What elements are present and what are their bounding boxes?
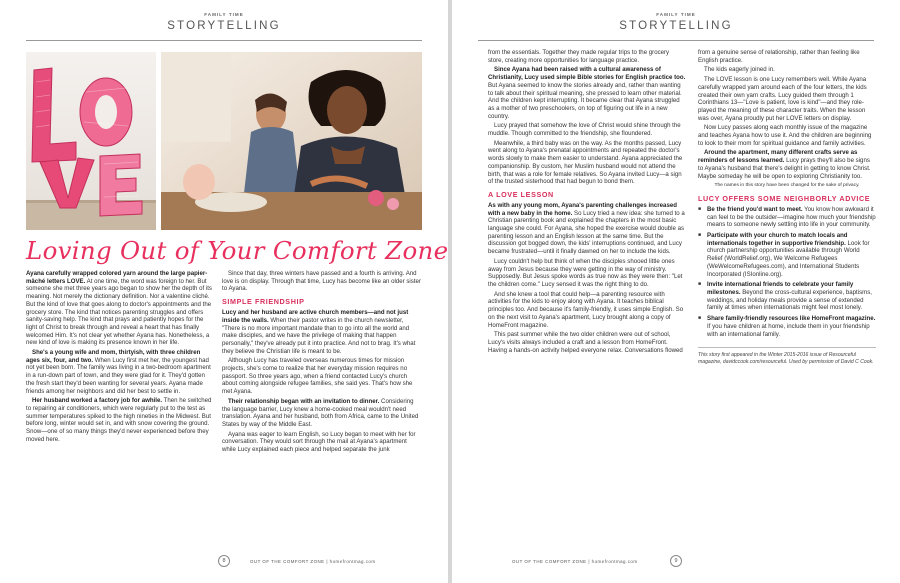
paragraph-text: At one time, the word was foreign to her. But someone she met three years ago began to show her the depth of its meaning. Not merely the dictionary definition. Nor a valentine cliché. But the kind of love that goes along to doctor's appointments and the grocery store. The kind that notices parenting struggles and offers sanity-saving help. The kind that prays and patiently hopes for the light of Christ to break through and reveal a heart that has finally welcomed Him. It's not clear yet whether Ayana has. Nonetheless, a new kind of love is making its presence known in her life. (26, 277, 212, 347)
paragraph-lead: Ayana carefully wrapped colored yarn around the large papier-mâché letters LOVE. (26, 270, 208, 285)
publication-credit: This story first appeared in the Winter 2015-2016 issue of Resourceful magazine, davidccook.com/resourceful. Used by permission of David C Cook. (698, 352, 874, 365)
page-number: 8 (218, 555, 230, 567)
paragraph-text: from a genuine sense of relationship, rather than feeling like English practice. (698, 49, 860, 64)
subhead-simple-friendship: SIMPLE FRIENDSHIP (222, 297, 305, 307)
paragraph (698, 149, 876, 180)
advice-lead: Participate with your church to match locals and internationals together in supportive friendship. (707, 232, 848, 247)
paragraph-text: Now Lucy passes along each monthly issue of the magazine and teaches Ayana how to use it. And the children are beginning to look to their mom for spiritual guidance and family activities. (698, 124, 872, 147)
paragraph (26, 349, 212, 395)
paragraph (488, 140, 686, 186)
right-page (452, 0, 900, 583)
paragraph-text: But Ayana seemed to know the stories already and, rather than wanting to talk about their spiritual meaning, she pressed to learn other material. And the children kept interrupting. It became clear that Ayana struggled as a mother of two preschoolers, on top of figuring out life in a new country. (488, 81, 682, 120)
paragraph-text: Lucy couldn't help but think of when the disciples shooed little ones away from Jesus because they were getting in the way of ministry. Supposedly. But Jesus spoke words as true now as they were then: "Let the children come." Lucy sensed it was the right thing to do. (488, 257, 683, 288)
advice-text: Look for church partnership opportunities available through World Relief (WorldRelief.org), We Welcome Refugees (WeWelcomeRefugees.com), and International Students Incorporated (ISIonline.org). (707, 239, 870, 278)
left-column-2 (222, 270, 422, 456)
paragraph-text: When Lucy first met her, the youngest had not yet been born. The family was living in a two-bedroom apartment in a run-down part of town, and they were glad for it. They'd gotten the fresh start they'd been wanting for several years. Ayana made friends among her neighbors and did her best to settle in. (26, 356, 211, 395)
paragraph (222, 357, 422, 396)
paragraph (698, 124, 876, 147)
paragraph (488, 49, 686, 64)
paragraph-lead: Since Ayana had been raised with a cultural awareness of Christianity, Lucy used simple Bible stories for English practice too. (488, 66, 686, 82)
left-page (0, 0, 448, 583)
women-crafting-photo (161, 52, 422, 230)
paragraph (26, 397, 212, 443)
paragraph (488, 291, 686, 330)
privacy-note: The names in this story have been changed for the sake of privacy. (714, 183, 860, 189)
advice-item (698, 206, 876, 229)
paragraph-text: Although Lucy has traveled overseas numerous times for mission projects, she's come to realize that her everyday mission requires no passport. So three years ago, when a friend contacted Lucy's church about coming alongside refugee families, she said yes. That's how she met Ayana. (222, 357, 413, 396)
section-title: STORYTELLING (167, 20, 281, 32)
section-title: STORYTELLING (619, 20, 733, 32)
paragraph-lead: She's a young wife and mom, thirtyish, with three children ages six, four, and two. (26, 349, 201, 364)
advice-item (698, 281, 876, 312)
paragraph-text: So Lucy tried a new idea: she turned to a Christian parenting book and explained the chapters in the most basic language she could. For Ayana, she hoped the exercise would double as parenting lesson and an English lesson at the same time. But the discussion got bogged down, the kids' interruptions continued, and Lucy became frustrated—until it finally dawned on her to include the kids. (488, 209, 685, 256)
paragraph-text: When their pastor writes in the church newsletter, "There is no more important mandate than to go into all the world and make disciples, and we have the privilege of making that happen personally," they've already put it into practice. And not to brag. It's what they believe the Christian life is meant to be. (222, 316, 416, 355)
paragraph (698, 66, 876, 74)
advice-lead: Be the friend you'd want to meet. (707, 205, 803, 213)
paragraph-lead: Her husband worked a factory job for awhile. (32, 397, 163, 405)
advice-lead: Share family-friendly resources like HomeFront magazine. (707, 315, 876, 323)
paragraph-text: And she knew a tool that could help—a parenting resource with activities for the kids to enjoy along with Ayana. It teaches biblical principles too. And because it's family-friendly, it uses simple English. So on the next visit to Ayana's apartment, Lucy brought along a copy of HomeFront magazine. (488, 290, 684, 329)
credit-divider (698, 347, 876, 348)
paragraph-text: Lucy prays they'll also be signs to Ayana's husband that there's delight in getting to know Christ. Maybe someday he will be open to exploring Christianity too. (698, 157, 871, 180)
page-footer: OUT OF THE COMFORT ZONE | homefrontmag.com (512, 559, 638, 564)
paragraph-text: from the essentials. Together they made regular trips to the grocery store, creating more opportunities for language practice. (488, 49, 670, 64)
subhead-a-love-lesson: A LOVE LESSON (488, 189, 554, 199)
header-rule (26, 40, 422, 41)
page-number: 9 (670, 555, 682, 567)
paragraph (222, 398, 422, 429)
paragraph (488, 202, 686, 256)
advice-item (698, 315, 876, 338)
paragraph (698, 49, 876, 64)
advice-text: Beyond the cross-cultural experience, baptisms, weddings, and holiday meals provide a sense of extended family at times when internationals might feel most lonely. (707, 288, 872, 312)
paragraph-text: The LOVE lesson is one Lucy remembers well. While Ayana carefully wrapped yarn around each of the four letters, the kids created their own yarn crafts. Lucy guided them through 1 Corinthians 13—"Love is patient, love is kind"—and they role-played the meaning of these character traits. When the lesson was over, Ayana proudly put her LOVE letters on display. (698, 76, 867, 122)
advice-lead: Invite international friends to celebrate your family milestones. (707, 281, 854, 296)
advice-text: If you have children at home, include them in your friendship with an international family. (707, 322, 870, 338)
paragraph-lead: Their relationship began with an invitation to dinner. (228, 397, 380, 405)
paragraph-text: This past summer while the two older children were out of school, Lucy's visits always included a craft and a lesson from HomeFront. Having a hands-on activity helped everyone relax. Conversations flowed (488, 331, 683, 354)
love-letters-photo (26, 52, 156, 230)
paragraph-lead: Around the apartment, many different crafts serve as reminders of lessons learned. (698, 149, 858, 165)
paragraph-lead: Lucy and her husband are active church members—and not just inside the walls. (222, 309, 409, 324)
advice-text: You know how awkward it can feel to be the outsider—imagine how much your friendship means to someone newly settling into life in your community. (707, 205, 876, 229)
paragraph: Since that day, three winters have passed and a fourth is arriving. And love is on display. Through that time, Lucy has become like an older sister to Ayana. (222, 270, 421, 293)
header-rule (478, 40, 874, 41)
kicker-label: FAMILY TIME (204, 12, 244, 17)
right-column-1 (488, 49, 686, 356)
advice-list (698, 206, 876, 338)
paragraph-text: The kids eagerly joined in. (704, 66, 775, 74)
paragraph-text: Considering the language barrier, Lucy knew a home-cooked meal wouldn't need translation. Ayana and her husband, both from Africa, came to the United States by way of the Middle East. (222, 397, 419, 428)
right-column-2 (698, 49, 876, 367)
paragraph (488, 331, 686, 354)
paragraph (488, 258, 686, 289)
paragraph-text: Lucy prayed that somehow the love of Christ would shine through the muddle. Though committed to the friendship, she floundered. (488, 122, 681, 138)
paragraph-text: Meanwhile, a third baby was on the way. As the months passed, Lucy went along to Ayana's prenatal appointments and repeated the doctor's words slowly to make them easier to understand. Ayana appreciated the companionship. By custom, her Muslim husband would not attend the birth, that was a role for female relatives. So Ayana invited Lucy—a sign of the trusted sisterhood that had begun to bond them. (488, 139, 683, 186)
page-footer: OUT OF THE COMFORT ZONE | homefrontmag.com (250, 559, 376, 564)
paragraph (698, 76, 876, 122)
left-column-1 (26, 270, 212, 445)
article-title: Loving Out of Your Comfort Zone (26, 236, 448, 265)
paragraph (222, 431, 422, 454)
subhead-neighborly-advice: LUCY OFFERS SOME NEIGHBORLY ADVICE (698, 193, 871, 203)
advice-item (698, 232, 876, 278)
paragraph (222, 309, 422, 355)
paragraph (488, 122, 686, 137)
paragraph-text: Then he switched to repairing air conditioners, which were regularly put to the test as summer temperatures spiked to the high nineties in the Midwest. But before long, winter would set in, and with snow covering the ground. Snow—one of so many things they'd never experienced before they moved here. (26, 397, 212, 443)
paragraph (488, 66, 686, 120)
paragraph-text: Ayana was eager to learn English, so Lucy began to meet with her for conversation. They would sort through the mail at Ayana's apartment while Lucy explained each piece and helped separate the junk (222, 430, 416, 454)
paragraph (26, 270, 212, 347)
kicker-label: FAMILY TIME (656, 12, 696, 17)
paragraph-lead: As with any young mom, Ayana's parenting challenges increased with a new baby in the home. (488, 201, 677, 217)
